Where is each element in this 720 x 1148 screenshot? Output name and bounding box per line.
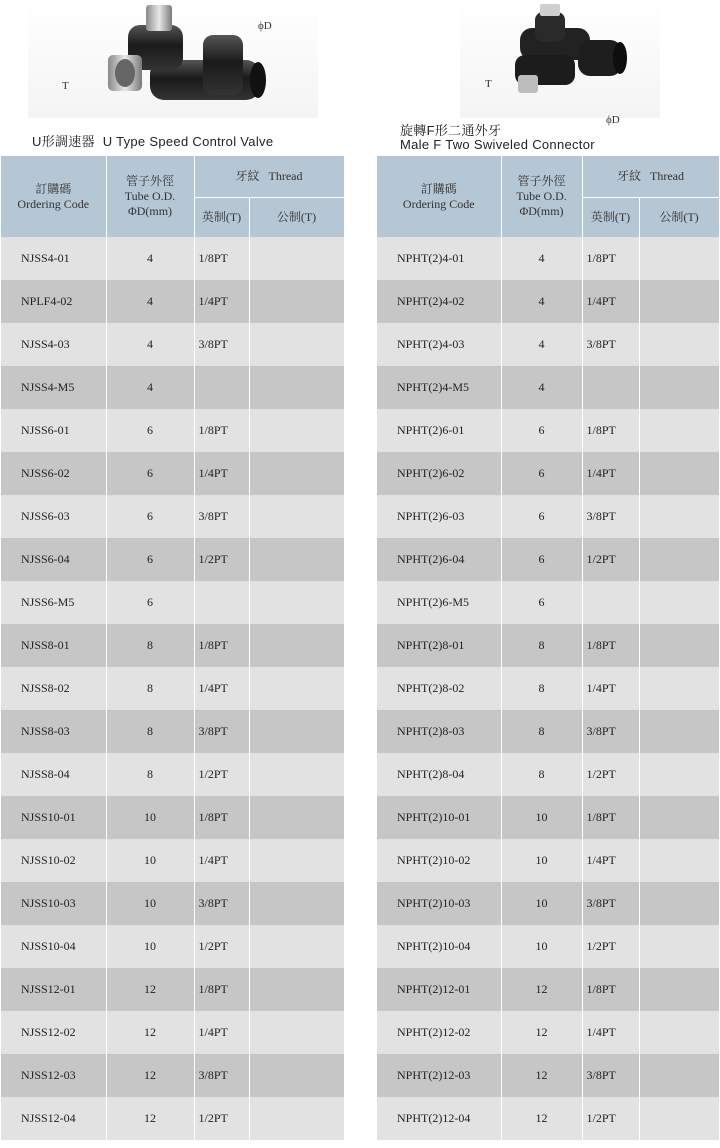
table-row xyxy=(377,280,719,323)
male-f-connector-illustration xyxy=(460,0,660,118)
ordering-code-cell: NPHT(2)12-01 xyxy=(377,968,501,1011)
imperial-thread-cell: 1/2PT xyxy=(582,925,639,968)
imperial-thread-cell xyxy=(582,581,639,624)
imperial-thread-cell: 1/2PT xyxy=(194,1097,249,1140)
imperial-thread-cell: 3/8PT xyxy=(194,323,249,366)
imperial-thread-cell xyxy=(194,366,249,409)
table-row xyxy=(377,1011,719,1054)
metric-thread-cell xyxy=(639,968,719,1011)
tube-od-cell: 8 xyxy=(106,753,194,796)
ordering-code-cell: NPHT(2)10-03 xyxy=(377,882,501,925)
tube-od-cell: 12 xyxy=(106,1097,194,1140)
imperial-thread-cell: 3/8PT xyxy=(194,1054,249,1097)
table-row xyxy=(377,237,719,280)
imperial-thread-cell: 1/8PT xyxy=(582,624,639,667)
tube-od-cell: 10 xyxy=(106,839,194,882)
table-row xyxy=(377,452,719,495)
metric-thread-cell xyxy=(639,409,719,452)
imperial-thread-cell: 3/8PT xyxy=(582,1054,639,1097)
imperial-thread-cell: 1/4PT xyxy=(582,280,639,323)
metric-thread-cell xyxy=(249,796,344,839)
metric-thread-cell xyxy=(249,882,344,925)
table-row xyxy=(1,710,344,753)
tube-od-cell: 6 xyxy=(501,452,582,495)
ordering-code-cell: NJSS10-01 xyxy=(1,796,106,839)
tube-od-cell: 12 xyxy=(501,968,582,1011)
ordering-code-cell: NJSS12-02 xyxy=(1,1011,106,1054)
tube-od-cell: 4 xyxy=(106,366,194,409)
table-row xyxy=(377,323,719,366)
metric-thread-cell xyxy=(249,1054,344,1097)
tube-od-cell: 10 xyxy=(106,796,194,839)
table-row xyxy=(377,882,719,925)
imperial-thread-cell: 1/8PT xyxy=(582,237,639,280)
header-thread: 牙紋 Thread xyxy=(582,156,719,197)
ordering-code-cell: NJSS10-02 xyxy=(1,839,106,882)
table-row xyxy=(1,1011,344,1054)
metric-thread-cell xyxy=(639,495,719,538)
ordering-code-cell: NJSS6-04 xyxy=(1,538,106,581)
tube-od-cell: 4 xyxy=(501,366,582,409)
diameter-label: ϕD xyxy=(258,20,272,32)
tube-od-cell: 4 xyxy=(501,280,582,323)
table-row xyxy=(1,624,344,667)
imperial-thread-cell: 1/4PT xyxy=(582,667,639,710)
ordering-code-cell: NPHT(2)8-04 xyxy=(377,753,501,796)
ordering-code-cell: NJSS8-01 xyxy=(1,624,106,667)
imperial-thread-cell: 3/8PT xyxy=(194,882,249,925)
ordering-code-cell: NJSS10-04 xyxy=(1,925,106,968)
tube-od-cell: 10 xyxy=(501,925,582,968)
metric-thread-cell xyxy=(639,624,719,667)
ordering-code-cell: NJSS8-03 xyxy=(1,710,106,753)
ordering-code-cell: NPHT(2)4-M5 xyxy=(377,366,501,409)
header-imperial: 英制(T) xyxy=(194,197,249,237)
product-photo-u-type-valve xyxy=(28,0,318,118)
imperial-thread-cell: 1/8PT xyxy=(194,409,249,452)
table-row xyxy=(377,968,719,1011)
imperial-thread-cell: 1/4PT xyxy=(582,839,639,882)
ordering-code-cell: NJSS10-03 xyxy=(1,882,106,925)
imperial-thread-cell: 1/4PT xyxy=(194,452,249,495)
ordering-code-cell: NPHT(2)10-02 xyxy=(377,839,501,882)
left-table-body xyxy=(1,237,344,1140)
table-row xyxy=(377,1054,719,1097)
table-row xyxy=(377,538,719,581)
table-row xyxy=(377,366,719,409)
ordering-code-cell: NJSS6-02 xyxy=(1,452,106,495)
imperial-thread-cell xyxy=(582,366,639,409)
imperial-thread-cell: 1/2PT xyxy=(194,925,249,968)
metric-thread-cell xyxy=(249,839,344,882)
ordering-code-cell: NJSS12-03 xyxy=(1,1054,106,1097)
imperial-thread-cell xyxy=(194,581,249,624)
tube-od-cell: 8 xyxy=(106,667,194,710)
tube-od-cell: 12 xyxy=(106,1011,194,1054)
table-row xyxy=(1,1054,344,1097)
imperial-thread-cell: 1/4PT xyxy=(582,452,639,495)
u-type-valve-illustration xyxy=(28,0,318,118)
imperial-thread-cell: 1/8PT xyxy=(194,968,249,1011)
imperial-thread-cell: 3/8PT xyxy=(194,495,249,538)
thread-label: T xyxy=(485,78,492,90)
metric-thread-cell xyxy=(249,495,344,538)
metric-thread-cell xyxy=(639,796,719,839)
ordering-code-cell: NPLF4-02 xyxy=(1,280,106,323)
header-ordering-code: 訂購碼 Ordering Code xyxy=(1,156,106,237)
ordering-code-cell: NPHT(2)10-01 xyxy=(377,796,501,839)
imperial-thread-cell: 1/2PT xyxy=(582,1097,639,1140)
tube-od-cell: 10 xyxy=(501,882,582,925)
table-row xyxy=(1,237,344,280)
metric-thread-cell xyxy=(249,409,344,452)
imperial-thread-cell: 1/8PT xyxy=(582,409,639,452)
metric-thread-cell xyxy=(639,710,719,753)
table-row xyxy=(377,495,719,538)
metric-thread-cell xyxy=(249,366,344,409)
thread-label: T xyxy=(62,80,69,92)
tube-od-cell: 10 xyxy=(501,839,582,882)
table-row xyxy=(377,1097,719,1140)
metric-thread-cell xyxy=(639,1097,719,1140)
imperial-thread-cell: 3/8PT xyxy=(582,882,639,925)
metric-thread-cell xyxy=(249,925,344,968)
ordering-code-cell: NJSS6-M5 xyxy=(1,581,106,624)
imperial-thread-cell: 1/4PT xyxy=(194,667,249,710)
tube-od-cell: 12 xyxy=(106,968,194,1011)
imperial-thread-cell: 1/4PT xyxy=(194,280,249,323)
header-tube-od: 管子外徑 Tube O.D. ΦD(mm) xyxy=(106,156,194,237)
ordering-code-cell: NPHT(2)6-01 xyxy=(377,409,501,452)
left-title-cn: U形調速器 xyxy=(32,134,95,149)
ordering-code-cell: NJSS8-02 xyxy=(1,667,106,710)
tube-od-cell: 6 xyxy=(106,495,194,538)
table-row xyxy=(377,925,719,968)
imperial-thread-cell: 1/4PT xyxy=(194,1011,249,1054)
metric-thread-cell xyxy=(249,667,344,710)
metric-thread-cell xyxy=(639,925,719,968)
metric-thread-cell xyxy=(639,667,719,710)
metric-thread-cell xyxy=(249,624,344,667)
tube-od-cell: 8 xyxy=(501,624,582,667)
tube-od-cell: 6 xyxy=(501,409,582,452)
metric-thread-cell xyxy=(249,753,344,796)
metric-thread-cell xyxy=(639,280,719,323)
table-row xyxy=(1,1097,344,1140)
tube-od-cell: 8 xyxy=(106,710,194,753)
metric-thread-cell xyxy=(249,968,344,1011)
metric-thread-cell xyxy=(639,839,719,882)
ordering-code-cell: NPHT(2)8-02 xyxy=(377,667,501,710)
table-row xyxy=(377,839,719,882)
metric-thread-cell xyxy=(249,1097,344,1140)
imperial-thread-cell: 1/2PT xyxy=(582,753,639,796)
ordering-code-cell: NJSS6-03 xyxy=(1,495,106,538)
ordering-code-cell: NJSS4-M5 xyxy=(1,366,106,409)
ordering-code-cell: NPHT(2)6-M5 xyxy=(377,581,501,624)
metric-thread-cell xyxy=(639,237,719,280)
right-title-en: Male F Two Swiveled Connector xyxy=(400,137,595,152)
imperial-thread-cell: 1/8PT xyxy=(582,796,639,839)
header-metric: 公制(T) xyxy=(249,197,344,237)
tube-od-cell: 12 xyxy=(501,1097,582,1140)
header-thread: 牙紋 Thread xyxy=(194,156,344,197)
metric-thread-cell xyxy=(639,1054,719,1097)
ordering-code-cell: NJSS8-04 xyxy=(1,753,106,796)
metric-thread-cell xyxy=(639,1011,719,1054)
ordering-code-cell: NJSS4-01 xyxy=(1,237,106,280)
ordering-code-cell: NPHT(2)12-03 xyxy=(377,1054,501,1097)
metric-thread-cell xyxy=(249,1011,344,1054)
imperial-thread-cell: 1/8PT xyxy=(582,968,639,1011)
ordering-code-cell: NPHT(2)4-03 xyxy=(377,323,501,366)
left-title-en: U Type Speed Control Valve xyxy=(102,134,274,149)
metric-thread-cell xyxy=(639,366,719,409)
ordering-code-cell: NPHT(2)12-04 xyxy=(377,1097,501,1140)
tube-od-cell: 6 xyxy=(501,538,582,581)
table-row xyxy=(377,796,719,839)
imperial-thread-cell: 1/8PT xyxy=(194,796,249,839)
header-tube-od: 管子外徑 Tube O.D. ΦD(mm) xyxy=(501,156,582,237)
metric-thread-cell xyxy=(249,280,344,323)
ordering-code-cell: NJSS12-01 xyxy=(1,968,106,1011)
tube-od-cell: 6 xyxy=(106,452,194,495)
imperial-thread-cell: 1/4PT xyxy=(582,1011,639,1054)
imperial-thread-cell: 1/4PT xyxy=(194,839,249,882)
tube-od-cell: 10 xyxy=(106,882,194,925)
tube-od-cell: 6 xyxy=(106,538,194,581)
table-row xyxy=(1,667,344,710)
ordering-code-cell: NJSS4-03 xyxy=(1,323,106,366)
left-spec-table xyxy=(1,156,345,1140)
metric-thread-cell xyxy=(249,237,344,280)
table-row xyxy=(1,323,344,366)
table-row xyxy=(1,495,344,538)
ordering-code-cell: NPHT(2)6-04 xyxy=(377,538,501,581)
left-title xyxy=(32,131,273,150)
header-imperial: 英制(T) xyxy=(582,197,639,237)
ordering-code-cell: NPHT(2)6-02 xyxy=(377,452,501,495)
table-row xyxy=(1,925,344,968)
tube-od-cell: 4 xyxy=(501,237,582,280)
metric-thread-cell xyxy=(639,452,719,495)
tube-od-cell: 8 xyxy=(501,710,582,753)
metric-thread-cell xyxy=(639,581,719,624)
table-row xyxy=(377,624,719,667)
ordering-code-cell: NPHT(2)10-04 xyxy=(377,925,501,968)
right-table-body xyxy=(377,237,719,1140)
product-photo-male-f-connector xyxy=(460,0,660,118)
tube-od-cell: 6 xyxy=(501,581,582,624)
ordering-code-cell: NPHT(2)8-03 xyxy=(377,710,501,753)
tube-od-cell: 4 xyxy=(106,323,194,366)
imperial-thread-cell: 3/8PT xyxy=(194,710,249,753)
table-row xyxy=(377,667,719,710)
table-row xyxy=(377,409,719,452)
imperial-thread-cell: 1/8PT xyxy=(194,237,249,280)
imperial-thread-cell: 3/8PT xyxy=(582,710,639,753)
ordering-code-cell: NPHT(2)4-02 xyxy=(377,280,501,323)
imperial-thread-cell: 3/8PT xyxy=(582,323,639,366)
tube-od-cell: 10 xyxy=(501,796,582,839)
table-row xyxy=(1,366,344,409)
metric-thread-cell xyxy=(249,323,344,366)
ordering-code-cell: NPHT(2)4-01 xyxy=(377,237,501,280)
table-row xyxy=(1,538,344,581)
diameter-label: ϕD xyxy=(606,114,620,126)
tube-od-cell: 6 xyxy=(106,409,194,452)
table-row xyxy=(1,753,344,796)
tube-od-cell: 12 xyxy=(501,1054,582,1097)
metric-thread-cell xyxy=(249,710,344,753)
tube-od-cell: 10 xyxy=(106,925,194,968)
table-row xyxy=(1,968,344,1011)
tube-od-cell: 8 xyxy=(501,667,582,710)
tube-od-cell: 12 xyxy=(501,1011,582,1054)
header-metric: 公制(T) xyxy=(639,197,719,237)
tube-od-cell: 4 xyxy=(106,280,194,323)
metric-thread-cell xyxy=(639,882,719,925)
tube-od-cell: 12 xyxy=(106,1054,194,1097)
header-ordering-code: 訂購碼 Ordering Code xyxy=(377,156,501,237)
imperial-thread-cell: 1/2PT xyxy=(194,753,249,796)
ordering-code-cell: NJSS12-04 xyxy=(1,1097,106,1140)
ordering-code-cell: NPHT(2)6-03 xyxy=(377,495,501,538)
imperial-thread-cell: 1/8PT xyxy=(194,624,249,667)
imperial-thread-cell: 1/2PT xyxy=(582,538,639,581)
ordering-code-cell: NPHT(2)12-02 xyxy=(377,1011,501,1054)
table-row xyxy=(1,839,344,882)
ordering-code-cell: NPHT(2)8-01 xyxy=(377,624,501,667)
table-row xyxy=(1,581,344,624)
table-row xyxy=(1,409,344,452)
table-row xyxy=(1,882,344,925)
ordering-code-cell: NJSS6-01 xyxy=(1,409,106,452)
metric-thread-cell xyxy=(639,323,719,366)
metric-thread-cell xyxy=(639,538,719,581)
imperial-thread-cell: 3/8PT xyxy=(582,495,639,538)
table-row xyxy=(1,796,344,839)
metric-thread-cell xyxy=(249,538,344,581)
table-row xyxy=(1,452,344,495)
metric-thread-cell xyxy=(249,452,344,495)
table-row xyxy=(377,581,719,624)
metric-thread-cell xyxy=(639,753,719,796)
table-row xyxy=(377,710,719,753)
tube-od-cell: 6 xyxy=(501,495,582,538)
table-row xyxy=(1,280,344,323)
tube-od-cell: 4 xyxy=(106,237,194,280)
tube-od-cell: 4 xyxy=(501,323,582,366)
right-spec-table xyxy=(377,156,720,1140)
imperial-thread-cell: 1/2PT xyxy=(194,538,249,581)
metric-thread-cell xyxy=(249,581,344,624)
right-title-cn: 旋轉F形二通外牙 xyxy=(400,123,502,138)
tube-od-cell: 8 xyxy=(106,624,194,667)
tube-od-cell: 8 xyxy=(501,753,582,796)
tube-od-cell: 6 xyxy=(106,581,194,624)
table-row xyxy=(377,753,719,796)
